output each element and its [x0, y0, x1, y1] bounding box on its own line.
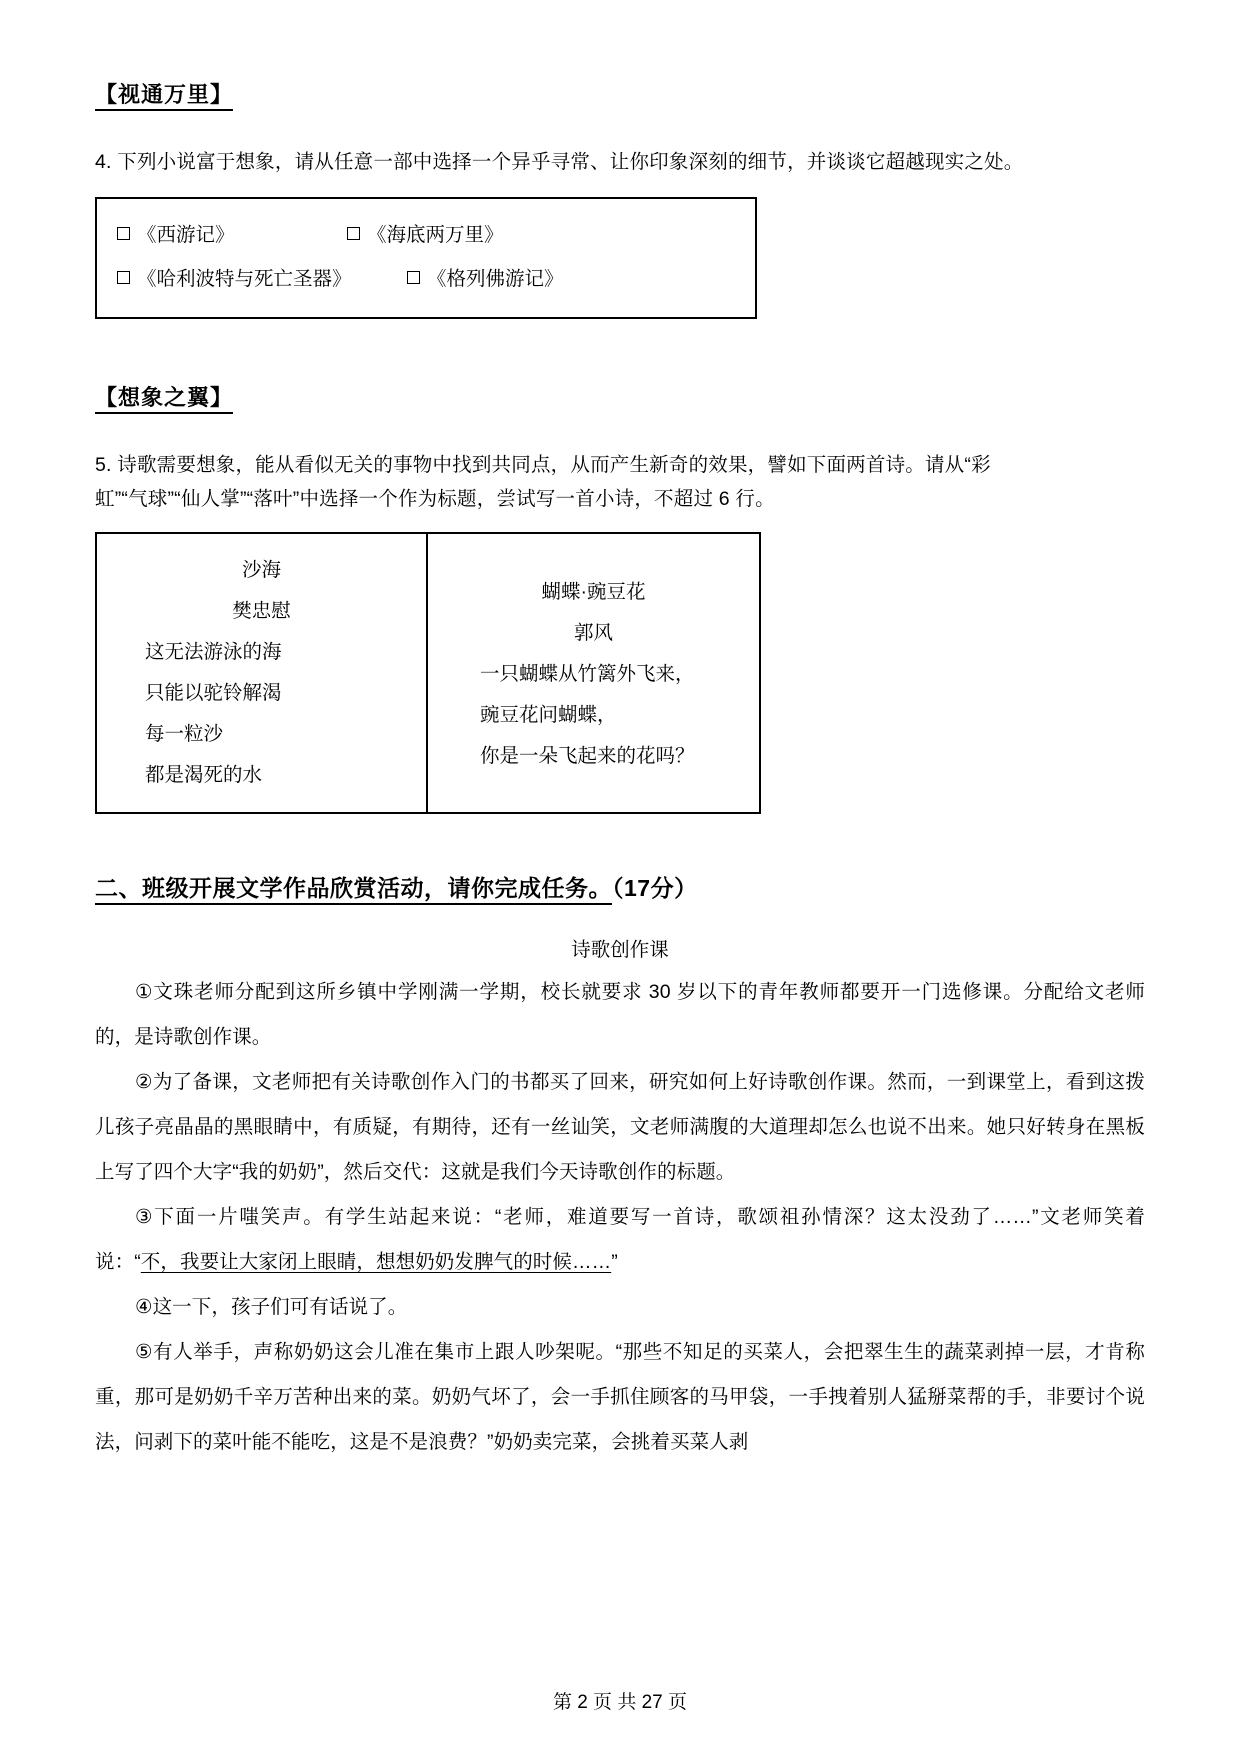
passage-paragraph-1: ①文珠老师分配到这所乡镇中学刚满一学期，校长就要求 30 岁以下的青年教师都要开一门选修课。分配给文老师的，是诗歌创作课。	[95, 980, 1145, 1048]
question-5-line-1: 5. 诗歌需要想象，能从看似无关的事物中找到共同点，从而产生新奇的效果，譬如下面两首诗。请从“彩	[95, 453, 991, 476]
checkbox-icon[interactable]	[117, 271, 130, 284]
poem-cell-hudie-wandouhua	[428, 534, 759, 812]
spacer-after-shitong	[95, 111, 1145, 145]
heading-xiangxiang-zhiyi	[95, 383, 1145, 414]
spacer-after-poem-table	[95, 814, 1145, 854]
checkbox-icon[interactable]	[407, 271, 420, 284]
heading-xiangxiang-zhiyi-text: 【想象之翼】	[95, 385, 233, 414]
paragraph-3-lead: ③下面一片嗤笑声。有学生站起来说：“老师，难道要写一首诗，歌颂祖孙情深？这太没劲了……”文老师笑着说：“	[95, 1205, 1145, 1273]
top-spacer	[95, 0, 1145, 40]
paragraph-3-underlined-sentence: 不，我要让大家闭上眼睛，想想奶奶发脾气的时候……	[140, 1250, 612, 1273]
poem-author: 郭风	[573, 621, 613, 644]
poem-author: 樊忠慰	[232, 599, 291, 622]
spacer-after-xiangxiang	[95, 414, 1145, 448]
question-4-text: 4. 下列小说富于想象，请从任意一部中选择一个异乎寻常、让你印象深刻的细节，并谈谈它超越现实之处。	[95, 150, 1024, 173]
poem-comparison-table	[95, 532, 761, 814]
option-row-2	[117, 257, 735, 301]
poem-line: 每一粒沙	[145, 722, 224, 745]
heading-shitong-wanli	[95, 80, 1145, 111]
checkbox-icon[interactable]	[117, 227, 130, 240]
section-2-heading	[95, 868, 1145, 908]
poem-line: 只能以驼铃解渴	[145, 681, 282, 704]
heading-shitong-wanli-text: 【视通万里】	[95, 82, 233, 111]
spacer-after-opt-box-2	[95, 365, 1145, 383]
option-label: 《海底两万里》	[367, 223, 504, 246]
page-footer	[0, 1687, 1240, 1714]
option-label: 《格列佛游记》	[427, 267, 564, 290]
question-4-option-box	[95, 197, 757, 319]
poem-title: 沙海	[241, 558, 281, 581]
poem-line: 豌豆花问蝴蝶，	[480, 703, 617, 726]
option-xiyouji[interactable]	[117, 213, 347, 257]
option-row-1	[117, 213, 735, 257]
page-number-text: 第 2 页 共 27 页	[552, 1692, 688, 1713]
option-haliposite[interactable]	[117, 257, 407, 301]
option-label: 《哈利波特与死亡圣器》	[137, 267, 352, 290]
checkbox-icon[interactable]	[347, 227, 360, 240]
poem-title: 蝴蝶·豌豆花	[541, 580, 646, 603]
option-haidi-liangwanli[interactable]	[347, 213, 504, 257]
poem-line: 这无法游泳的海	[145, 640, 282, 663]
passage-paragraph-4: ④这一下，孩子们可有话说了。	[135, 1295, 408, 1318]
poem-line: 你是一朵飞起来的花吗？	[480, 744, 695, 767]
option-label: 《西游记》	[137, 223, 235, 246]
option-gelifo-youji[interactable]	[407, 257, 564, 301]
section-2-heading-main: 二、班级开展文学作品欣赏活动，请你完成任务。	[95, 875, 612, 905]
paragraph-3-tail: ”	[611, 1250, 618, 1273]
passage-paragraph-5: ⑤有人举手，声称奶奶这会儿准在集市上跟人吵架呢。“那些不知足的买菜人，会把翠生生的蔬菜剥掉一层，才肯称重，那可是奶奶千辛万苦种出来的菜。奶奶气坏了，会一手抓住顾客的马甲袋，一手拽着别人猛掰菜帮的手，非要讨个说法，问剥下的菜叶能不能吃，这是不是浪费？”奶奶卖完菜，会挑着买菜人剥	[95, 1340, 1145, 1453]
spacer-after-sec-heading	[95, 908, 1145, 930]
section-2-heading-score: （17分）	[612, 874, 698, 901]
question-5-line-2: 虹”“气球”“仙人掌”“落叶”中选择一个作为标题，尝试写一首小诗，不超过 6 行。	[95, 487, 775, 510]
passage-title: 诗歌创作课	[571, 938, 669, 961]
poem-line: 一只蝴蝶从竹篱外飞来，	[480, 662, 695, 685]
poem-line: 都是渴死的水	[145, 763, 263, 786]
top-spacer-2	[95, 40, 1145, 80]
spacer-after-opt-box	[95, 319, 1145, 365]
spacer-after-poem-table-2	[95, 854, 1145, 868]
passage-paragraph-2: ②为了备课，文老师把有关诗歌创作入门的书都买了回来，研究如何上好诗歌创作课。然而，一到课堂上，看到这拨儿孩子亮晶晶的黑眼睛中，有质疑，有期待，还有一丝讪笑，文老师满腹的大道理却怎么也说不出来。她只好转身在黑板上写了四个大字“我的奶奶”，然后交代：这就是我们今天诗歌创作的标题。	[95, 1070, 1145, 1183]
poem-cell-shahai	[97, 534, 428, 812]
passage-paragraph-3	[95, 1195, 1145, 1285]
